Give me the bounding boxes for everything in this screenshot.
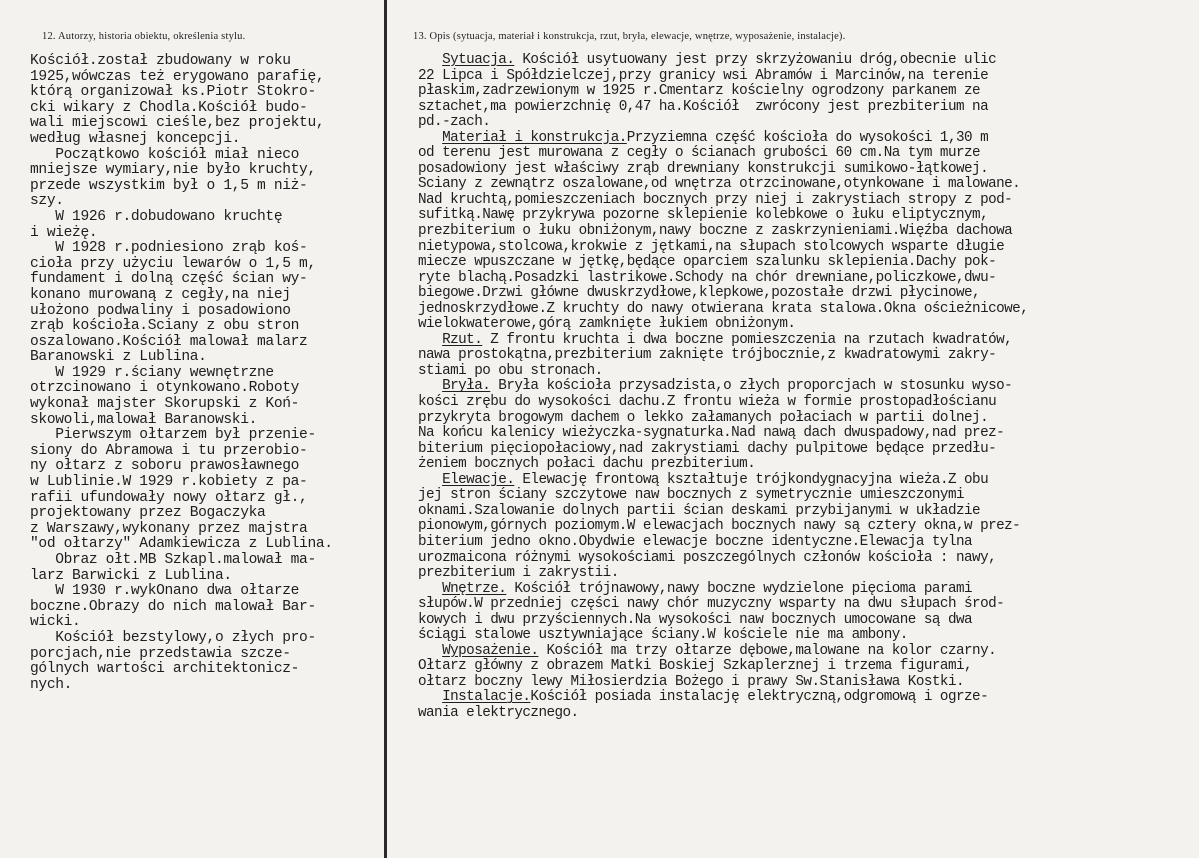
text-line: biterium jedno okno.Obydwie elewacje boczne identyczne.Elewacja tylna [418,533,973,550]
section-title: Instalacje. [442,689,531,706]
text-line: posadowiony jest właściwy zrąb drewniany konstrukcji sumikowo-łątkowej. [418,160,989,177]
text-line: prezbiterium i zakrystii. [418,565,619,582]
section-first-line [418,473,1028,489]
section-title: Wyposażenie. [442,642,539,659]
text-line: Sciany z zewnątrz oszalowane,od wnętrza otrzcinowane,otynkowane i malowane. [418,176,1021,193]
text-line: nawa prostokątna,prezbiterium zaknięte trójbocznie,z kwadratowymi zakry- [418,347,997,364]
text-line: sztachet,ma powierzchnię 0,47 ha.Kościół zwrócony jest prezbiterium na [418,98,989,115]
text-line: przykryta brogowym dachem o lekko załamanych połaciach w partii dolnej. [418,409,989,426]
text-line: sufitką.Nawę przykrywa pozorne sklepienie kolebkowe o łuku eliptycznym, [418,207,989,224]
text-line: według własnej koncepcji. [30,130,241,147]
text-line: słupów.W przedniej części nawy chór muzyczny wsparty na dwu słupach środ- [418,596,1005,613]
text-line: zrąb kościoła.Sciany z obu stron [30,318,300,335]
section-text: Kościół posiada instalację elektryczną,odgromową i ogrze- [530,689,989,706]
text-line: wania elektrycznego. [418,704,579,721]
section-first-line [418,53,1028,69]
text-line: projektowany przez Bogaczyka [30,505,266,522]
text-line: cioła przy użyciu lewarów o 1,5 m, [30,255,316,272]
text-line: od terenu jest murowana z cegły o ścianach grubości 60 cm.Na tym murze [418,145,981,162]
section-title: Elewacje. [442,471,515,488]
text-line: pd.-zach. [418,114,491,131]
text-line: wykonał majster Skorupski z Koń- [30,396,300,413]
text-line: porcjach,nie przedstawia szcze- [30,645,291,662]
text-line: ryte blachą.Posadzki lastrikowe.Schody na chór drewniane,policzkowe,dwu- [418,269,997,286]
text-line: Obraz ołt.MB Szkapl.malował ma- [30,552,316,568]
section-text: Przyziemna część kościoła do wysokości 1,30 m [626,129,989,146]
text-line: otrzcinowano i otynkowano.Roboty [30,380,300,397]
text-line: oknami.Szalowanie dolnych partii ścian deskami przybijanymi w układzie [418,502,981,519]
text-line: boczne.Obrazy do nich malował Bar- [30,598,316,615]
text-line: urozmaicona różnymi wysokościami poszczególnych członów kościoła : nawy, [418,549,997,566]
text-line: mniejsze wymiary,nie było kruchty, [30,162,316,179]
text-line: "od ołtarzy" Adamkiewicza z Lublina. [30,536,333,553]
text-line: żeniem bocznych połaci dachu prezbiterium. [418,456,756,473]
text-line: Początkowo kościół miał nieco [30,146,300,163]
left-column-text [30,54,333,693]
text-line: kości zrębu do wysokości dachu.Z frontu wieża w formie prostopadłościanu [418,394,997,411]
text-line: z Warszawy,wykonany przez majstra [30,520,308,537]
text-line: 22 Lipca i Spółdzielczej,przy granicy wsi Abramów i Marcinów,na terenie [418,67,989,84]
text-line: biterium pięciopołaciowy,nad zakrystiami dachy pulpitowe będące przedłu- [418,440,997,457]
text-line: pionowym,górnych poziomym.W elewacjach bocznych nawy są cztery okna,w prez- [418,518,1021,535]
text-line: Kościół bezstylowy,o złych pro- [30,629,316,646]
text-line: w Lublinie.W 1929 r.kobiety z pa- [30,474,308,491]
text-line: larz Barwicki z Lublina. [30,567,232,584]
text-line: gólnych wartości architektonicz- [30,661,300,678]
text-line: cki wikary z Chodla.Kościół budo- [30,99,308,116]
left-column-header: 12. Autorzy, historia obiektu, określenia stylu. [42,31,246,42]
text-line: prezbiterium o łuku obniżonym,nawy boczne z zaskrzynieniami.Więźba dachowa [418,223,1013,240]
text-line: nych. [30,676,73,693]
text-line: stiami po obu stronach. [418,362,603,379]
text-line: jednoskrzydłowe.Z kruchty do nawy otwierana krata stalowa.Okna ościeżnicowe, [418,300,1029,317]
text-line: oszalowano.Kościół malował malarz [30,333,308,350]
text-line: miecze wpuszczane w jętkę,będące oparciem szalunku sklepienia.Dachy pok- [418,254,997,271]
section-first-line [418,690,1028,706]
text-line: rafii ufundowały nowy ołtarz gł., [30,489,308,506]
text-line: wielokwaterowe,górą zamknięte łukiem obniżonym. [418,316,796,333]
right-column-header: 13. Opis (sytuacja, materiał i konstrukcja, rzut, bryła, elewacje, wnętrze, wyposażenie, instalacje). [413,31,846,42]
text-line: wicki. [30,614,81,631]
section-title: Rzut. [442,331,483,348]
text-line: Kościół.został zbudowany w roku [30,53,291,69]
right-column-text [418,53,1028,722]
section-first-line [418,379,1028,395]
text-line: płaskim,zadrzewionym w 1925 r.Cmentarz kościelny ogrodzony parkanem ze [418,83,981,100]
text-line: Na końcu kalenicy wieżyczka-sygnaturka.Nad nawą dach dwuspadowy,nad prez- [418,425,1005,442]
text-line: konano murowaną z cegły,na niej [30,286,291,303]
text-line: W 1928 r.podniesiono zrąb koś- [30,240,308,257]
section-text: Z frontu kruchta i dwa boczne pomieszczenia na rzutach kwadratów, [482,331,1013,348]
text-line: siony do Abramowa i tu przerobio- [30,442,308,459]
left-column [0,0,385,858]
text-line: W 1930 r.wykOnano dwa ołtarze [30,583,300,600]
text-line: Ołtarz główny z obrazem Matki Boskiej Szkaplerznej i trzema figurami, [418,658,973,675]
section-text: Bryła kościoła przysadzista,o złych proporcjach w stosunku wyso- [490,378,1013,395]
right-column [388,0,1199,858]
text-line: Pierwszym ołtarzem był przenie- [30,427,316,444]
text-line: 1925,wówczas też erygowano parafię, [30,68,325,85]
section-first-line [418,333,1028,349]
text-line: ołtarz boczny lewy Miłosierdzia Bożego i prawy Sw.Stanisława Kostki. [418,673,965,690]
text-line: biegowe.Drzwi główne dwuskrzydłowe,klepkowe,pozostałe drzwi płycinowe, [418,285,981,302]
section-text: Elewację frontową kształtuje trójkondygnacyjna wieża.Z obu [514,471,989,488]
section-text: Kościół ma trzy ołtarze dębowe,malowane na kolor czarny. [538,642,997,659]
text-line: kowych i dwu przyściennych.Na wysokości naw bocznych umocowane są dwa [418,611,973,628]
section-first-line [418,131,1028,147]
text-line: przede wszystkim był o 1,5 m niż- [30,177,308,194]
text-line: ny ołtarz z soboru prawosławnego [30,458,300,475]
section-first-line [418,644,1028,660]
section-title: Bryła. [442,378,491,395]
section-text: Kościół usytuowany jest przy skrzyżowaniu dróg,obecnie ulic [514,52,997,68]
text-line: W 1929 r.ściany wewnętrzne [30,364,274,381]
column-divider [384,0,387,858]
text-line: ściągi stalowe usztywniające ściany.W kościele nie ma ambony. [418,627,908,644]
text-line: W 1926 r.dobudowano kruchtę [30,208,283,225]
section-text: Kościół trójnawowy,nawy boczne wydzielone pięcioma parami [506,580,973,597]
section-title: Sytuacja. [442,52,515,68]
section-first-line [418,582,1028,598]
section-title: Materiał i konstrukcja. [442,129,627,146]
section-title: Wnętrze. [442,580,507,597]
text-line: jej stron ściany szczytowe naw bocznych z symetrycznie umieszczonymi [418,487,965,504]
text-line: ułożono podwaliny i posadowiono [30,302,291,319]
text-line: wali miejscowi cieśle,bez projektu, [30,115,325,132]
text-line: skowoli,malował Baranowski. [30,411,258,428]
text-line: nietypowa,stolcowa,krokwie z jętkami,na słupach stolcowych wsparte długie [418,238,1005,255]
text-line: szy. [30,193,64,210]
text-line: i wieżę. [30,224,98,241]
text-line: fundament i dolną część ścian wy- [30,271,308,288]
text-line: Nad kruchtą,pomieszczeniach bocznych przy niej i zakrystiach stropy z pod- [418,191,1013,208]
text-line: Baranowski z Lublina. [30,349,207,366]
text-line: którą organizował ks.Piotr Stokro- [30,84,316,101]
